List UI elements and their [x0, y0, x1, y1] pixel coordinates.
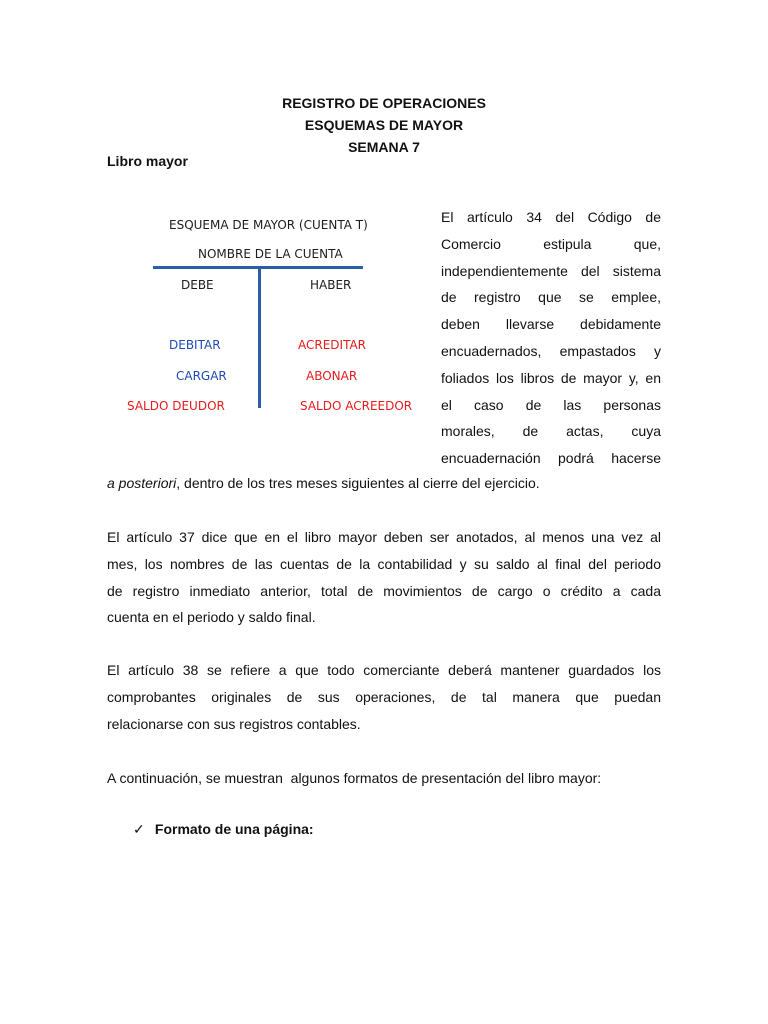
- t-account-vertical-line: [258, 266, 261, 408]
- t-account-name: NOMBRE DE LA CUENTA: [198, 247, 343, 261]
- article-34-line: foliados los libros de mayor y, en: [441, 369, 661, 386]
- title-line-1: REGISTRO DE OPERACIONES: [282, 95, 486, 111]
- saldo-acreedor-label: SALDO ACREEDOR: [300, 399, 413, 413]
- section-label: Libro mayor: [107, 153, 188, 169]
- article-34-column: [441, 204, 661, 472]
- article-37-line: mes, los nombres de las cuentas de la contabilidad y su saldo al final del periodo: [107, 555, 661, 572]
- formats-paragraph: [107, 765, 661, 792]
- saldo-deudor-label: SALDO DEUDOR: [127, 399, 225, 413]
- article-38-line: El artículo 38 se refiere a que todo comerciante deberá mantener guardados los: [107, 662, 661, 678]
- article-38-line: relacionarse con sus registros contables.: [107, 715, 361, 732]
- article-37-line: El artículo 37 dice que en el libro mayor deben ser anotados, al menos una vez al: [107, 529, 661, 545]
- checkmark-icon: ✓: [133, 821, 145, 837]
- haber-header: HABER: [310, 278, 352, 292]
- article-37-paragraph: [107, 524, 661, 631]
- article-38-paragraph: [107, 657, 661, 737]
- article-34-final-text: , dentro de los tres meses siguientes al cierre del ejercicio.: [176, 475, 540, 491]
- cargar-label: CARGAR: [176, 369, 227, 383]
- debe-header: DEBE: [181, 278, 214, 292]
- article-34-line: morales, de actas, cuya: [441, 423, 661, 440]
- t-account-diagram: [118, 206, 418, 426]
- article-34-ending: [107, 470, 661, 497]
- article-37-line: de registro inmediato anterior, total de movimientos de cargo o crédito a cada: [107, 582, 661, 599]
- article-38-line: comprobantes originales de sus operaciones, de tal manera que puedan: [107, 688, 661, 705]
- article-34-line: encuadernados, empastados y: [441, 342, 661, 359]
- article-34-line: encuadernación podrá hacerse: [441, 450, 661, 467]
- italic-phrase: a posteriori: [107, 475, 177, 491]
- article-34-line: deben llevarse debidamente: [441, 316, 661, 333]
- title-line-2: ESQUEMAS DE MAYOR: [304, 117, 464, 133]
- t-account-title: ESQUEMA DE MAYOR (CUENTA T): [169, 218, 368, 232]
- formats-line: A continuación, se muestran algunos formatos de presentación del libro mayor:: [107, 770, 602, 786]
- format-bullet-label: Formato de una página:: [154, 821, 314, 837]
- article-34-line: El artículo 34 del Código de: [441, 209, 661, 225]
- document-title-block: [0, 92, 768, 158]
- format-bullet: [133, 821, 314, 838]
- article-34-line: el caso de las personas: [441, 396, 661, 413]
- article-34-line: de registro que se emplee,: [441, 289, 661, 306]
- article-34-line: independientemente del sistema: [441, 262, 661, 279]
- abonar-label: ABONAR: [306, 369, 358, 383]
- article-37-line: cuenta en el periodo y saldo final.: [107, 609, 316, 626]
- title-line-3: SEMANA 7: [348, 139, 420, 155]
- acreditar-label: ACREDITAR: [298, 338, 367, 352]
- article-34-line: Comercio estipula que,: [441, 235, 661, 252]
- debitar-label: DEBITAR: [169, 338, 221, 352]
- article-34-final-line: [107, 470, 661, 497]
